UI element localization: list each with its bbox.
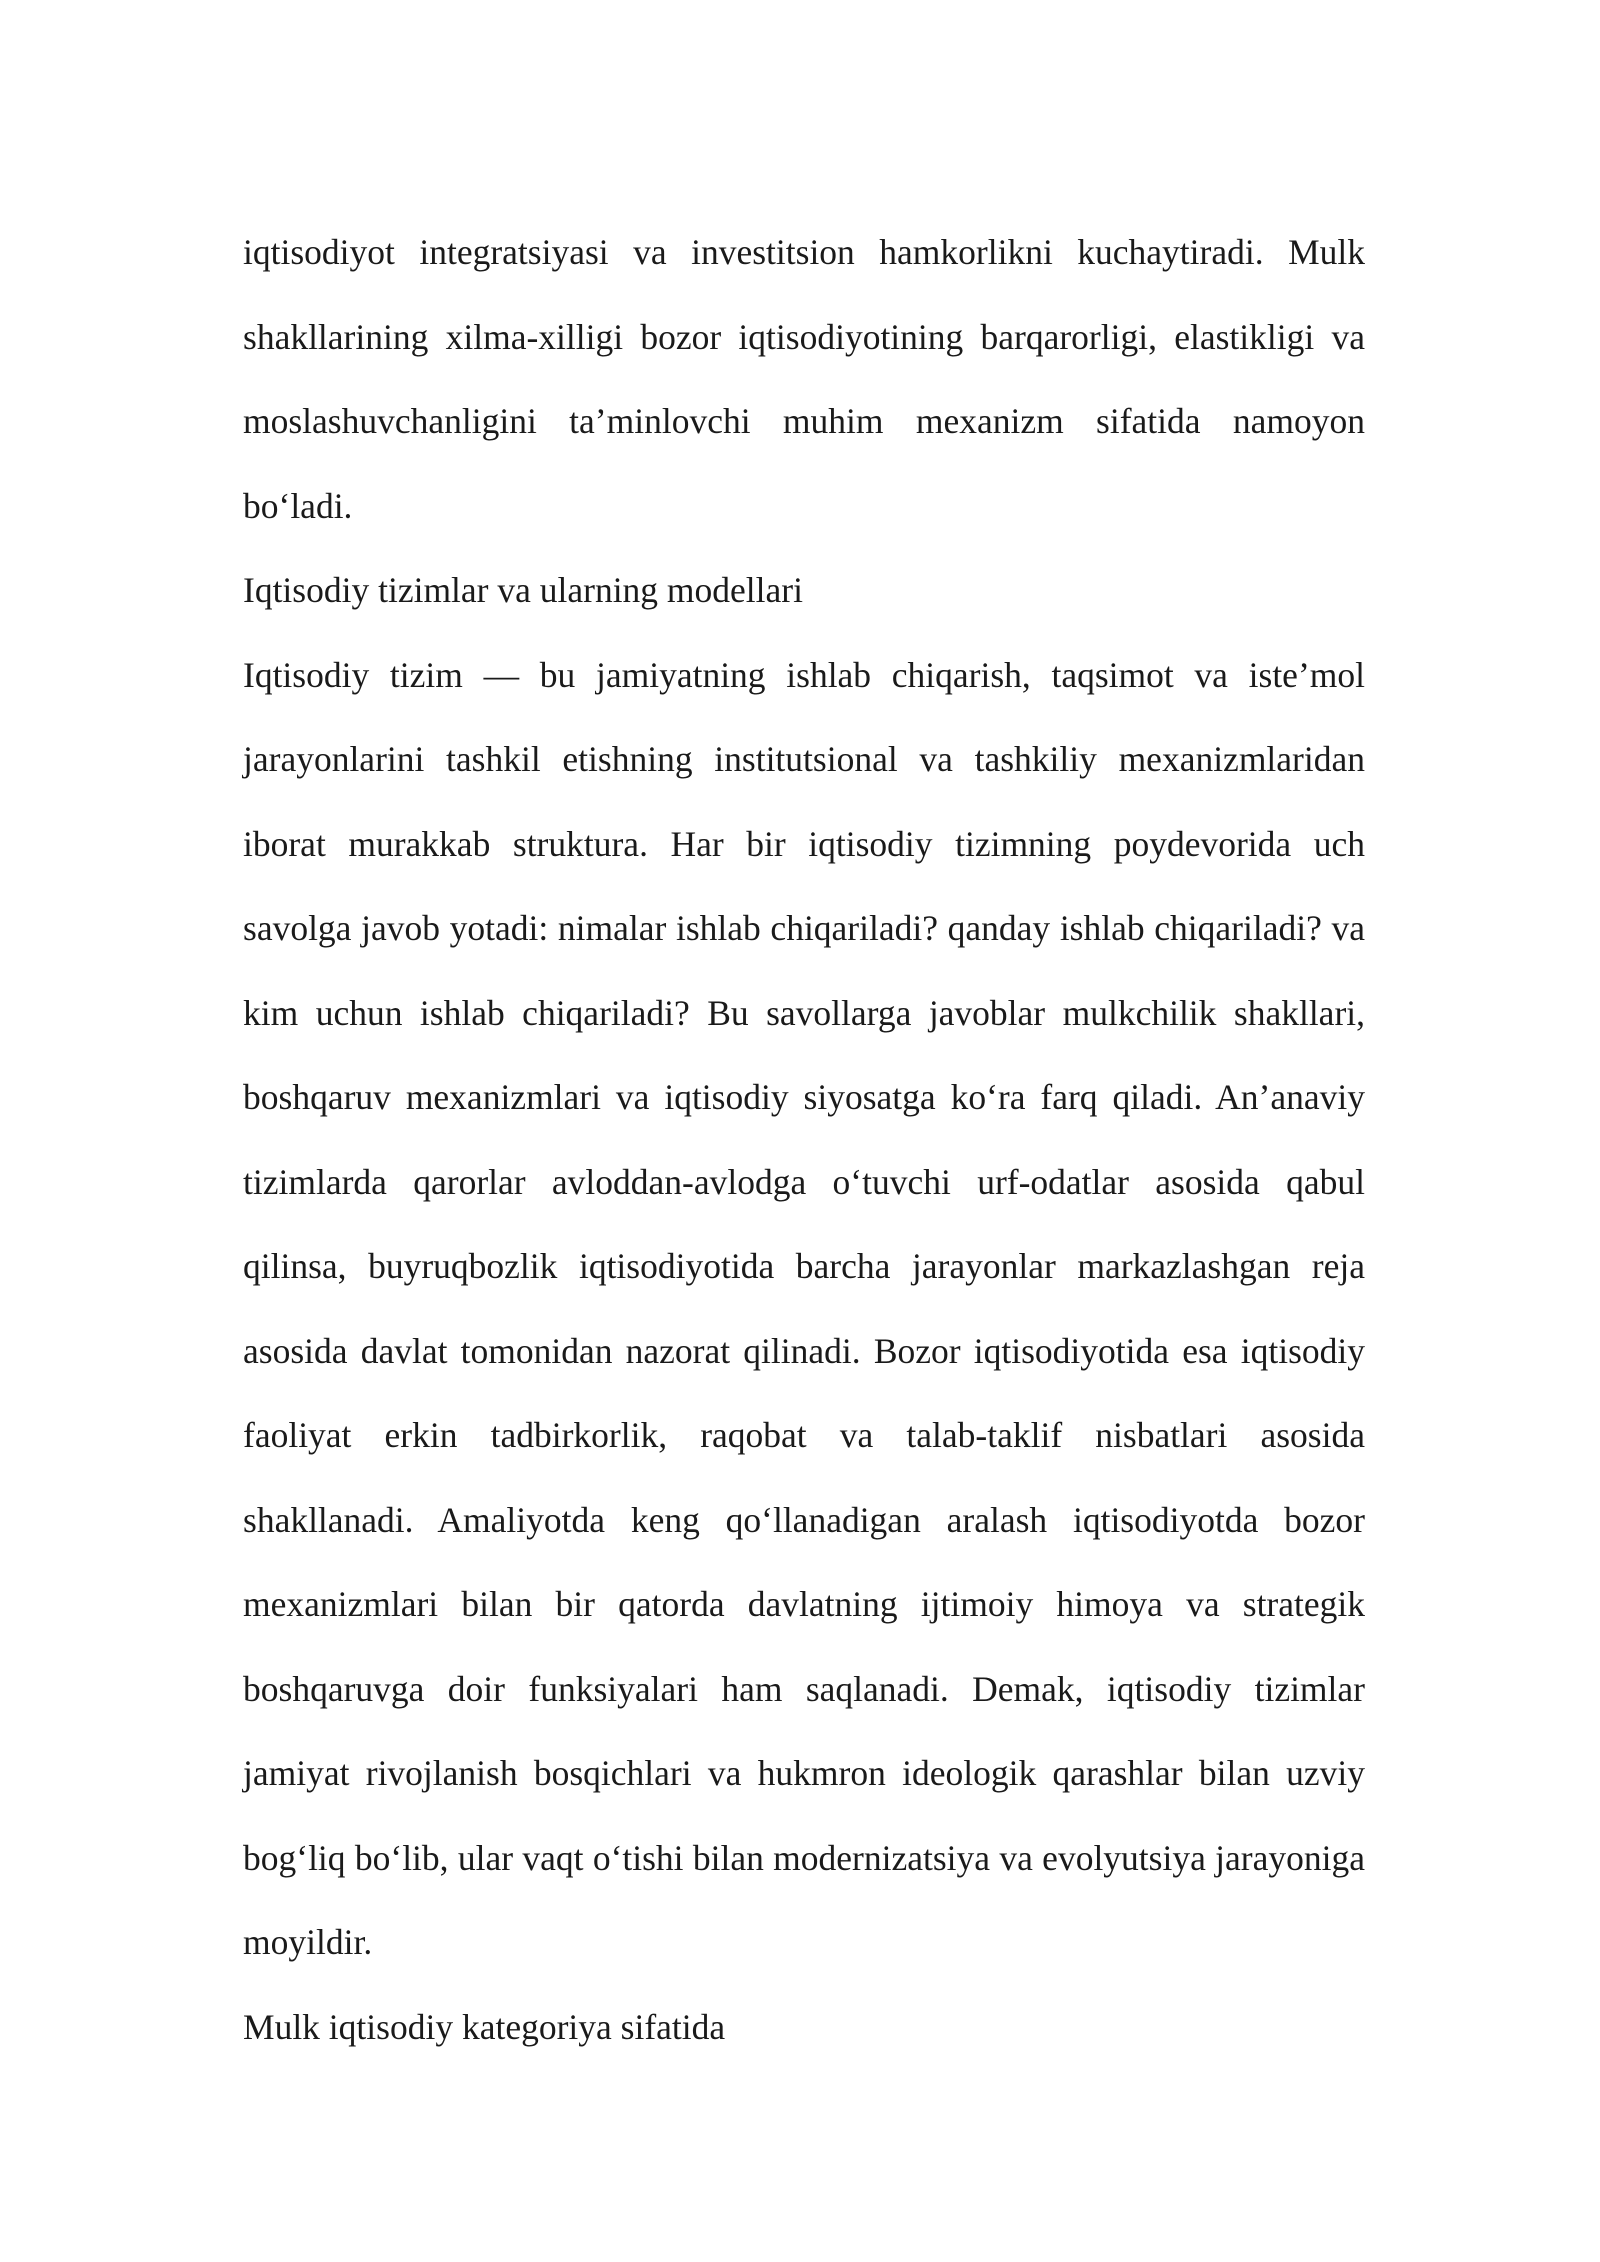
paragraph-economic-systems: Iqtisodiy tizim — bu jamiyatning ishlab chiqarish, taqsimot va iste’mol jarayonlarini tashkil etishning institutsional va tashkiliy mexanizmlaridan iborat murakkab struktura. Har bir iqtisodiy tizimning poydevorida uch savolga javob yotadi: nimalar ishlab chiqariladi? qanday ishlab chiqariladi? va kim uchun ishlab chiqariladi? Bu savollarga javoblar mulkchilik shakllari, boshqaruv mexanizmlari va iqtisodiy siyosatga ko‘ra farq qiladi. An’anaviy tizimlarda qarorlar avloddan-avlodga o‘tuvchi urf-odatlar asosida qabul qilinsa, buyruqbozlik iqtisodiyotida barcha jarayonlar markazlashgan reja asosida davlat tomonidan nazorat qilinadi. Bozor iqtisodiyotida esa iqtisodiy faoliyat erkin tadbirkorlik, raqobat va talab-taklif nisbatlari asosida shakllanadi. Amaliyotda keng qo‘llanadigan aralash iqtisodiyotda bozor mexanizmlari bilan bir qatorda davlatning ijtimoiy himoya va strategik boshqaruvga doir funksiyalari ham saqlanadi. Demak, iqtisodiy tizimlar jamiyat rivojlanish bosqichlari va hukmron ideologik qarashlar bilan uzviy bog‘liq bo‘lib, ular vaqt o‘tishi bilan modernizatsiya va evolyutsiya jarayoniga moyildir. bbox=[243, 654, 1365, 1962]
paragraph-intro: iqtisodiyot integratsiyasi va investitsion hamkorlikni kuchaytiradi. Mulk shakllarining xilma-xilligi bozor iqtisodiyotining barqarorligi, elastikligi va moslashuvchanligini ta’minlovchi muhim mexanizm sifatida namoyon bo‘ladi. bbox=[243, 232, 1365, 526]
section-heading-property: Mulk iqtisodiy kategoriya sifatida bbox=[243, 2006, 726, 2047]
section-heading-economic-systems: Iqtisodiy tizimlar va ularning modellari bbox=[243, 570, 803, 610]
document-body bbox=[243, 210, 1365, 2069]
